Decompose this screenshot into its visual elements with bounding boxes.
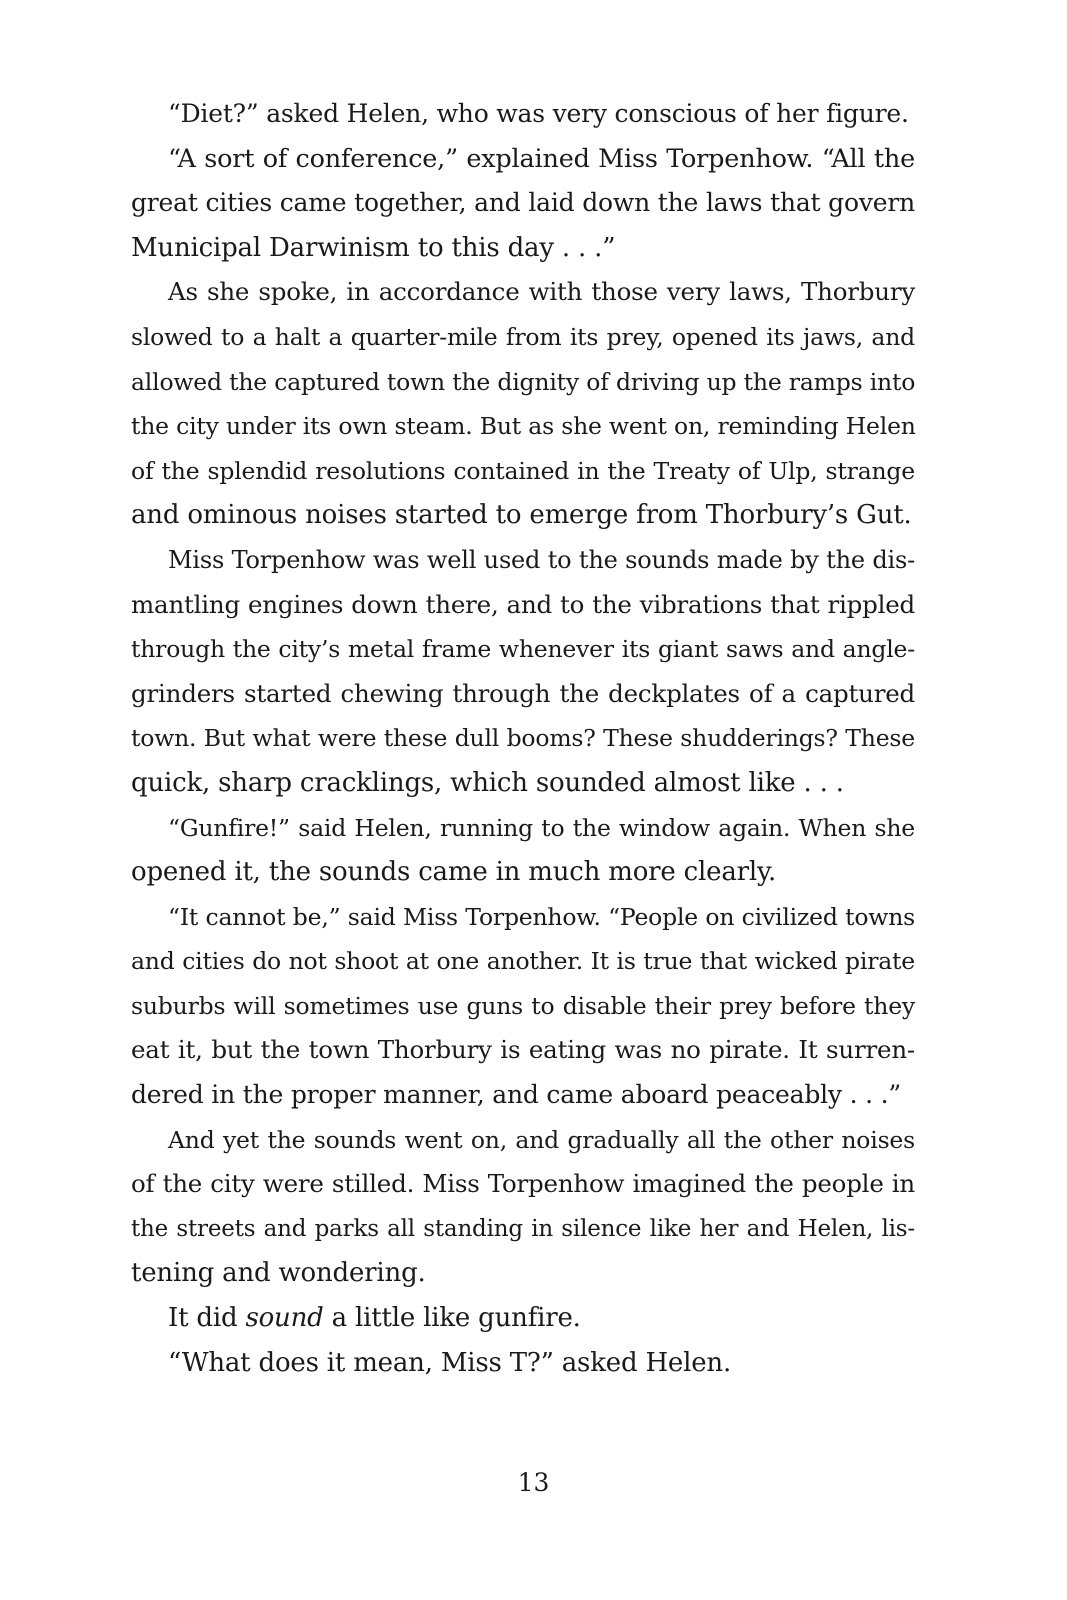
text-line: mantling engines down there, and to the vibrations that rippled [131,589,915,619]
text-line: and cities do not shoot at one another. It is true that wicked pirate [131,947,915,976]
text-line: opened it, the sounds came in much more clearly. [131,857,777,888]
text-line: suburbs will sometimes use guns to disable their prey before they [131,991,915,1020]
text-line: of the splendid resolutions contained in the Treaty of Ulp, strange [131,456,915,485]
text-line: grinders started chewing through the deckplates of a captured [131,678,915,708]
text-line: “Diet?” asked Helen, who was very conscious of her figure. [168,99,909,128]
text-line: of the city were stilled. Miss Torpenhow imagined the people in [131,1169,915,1199]
text-line: Municipal Darwinism to this day . . .” [131,232,616,263]
text-line: through the city’s metal frame whenever its giant saws and angle- [131,635,915,664]
text-line: Miss Torpenhow was well used to the sounds made by the dis- [168,545,915,574]
text-line [131,1296,915,1341]
text-line: town. But what were these dull booms? These shudderings? These [131,724,915,753]
text-line: slowed to a halt a quarter-mile from its prey, opened its jaws, and [131,322,915,351]
text-line: allowed the captured town the dignity of driving up the ramps into [131,367,916,396]
text-line: great cities came together, and laid down the laws that govern [131,188,915,218]
book-page-body [131,92,915,1385]
text-line: “A sort of conference,” explained Miss Torpenhow. “All the [168,143,915,174]
text-line: the city under its own steam. But as she went on, reminding Helen [131,412,916,441]
italic-emphasis: sound [245,1303,324,1334]
text-line: “Gunfire!” said Helen, running to the window again. When she [168,813,915,842]
text-segment: a little like gunfire. [323,1303,581,1334]
page-number: 13 [517,1468,550,1497]
text-line: dered in the proper manner, and came aboard peaceably . . .” [131,1080,901,1110]
text-line: “It cannot be,” said Miss Torpenhow. “People on civilized towns [168,902,915,931]
text-line: “What does it mean, Miss T?” asked Helen. [168,1347,732,1378]
text-segment: It did [168,1303,246,1334]
text-line: and ominous noises started to emerge from Thorbury’s Gut. [131,500,912,531]
text-line: As she spoke, in accordance with those very laws, Thorbury [168,277,915,307]
text-line: the streets and parks all standing in silence like her and Helen, lis- [131,1215,915,1242]
text-line: And yet the sounds went on, and gradually all the other noises [168,1125,915,1154]
text-line: tening and wondering. [131,1258,426,1289]
text-line: eat it, but the town Thorbury is eating was no pirate. It surren- [131,1035,915,1065]
text-line: quick, sharp cracklings, which sounded almost like . . . [131,767,844,798]
